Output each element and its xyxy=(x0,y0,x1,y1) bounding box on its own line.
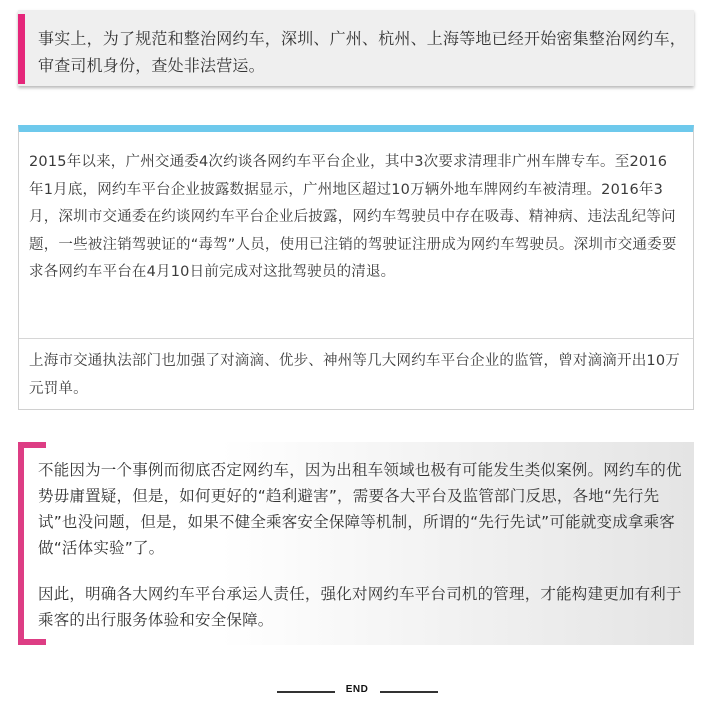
corner-accent-vertical xyxy=(18,442,24,645)
end-line-left xyxy=(277,691,335,693)
info-box xyxy=(18,125,694,410)
info-paragraph-shanghai: 上海市交通执法部门也加强了对滴滴、优步、神州等几大网约车平台企业的监管，曾对滴滴开出10万元罚单。 xyxy=(29,353,680,397)
highlight-block xyxy=(18,10,694,86)
end-label: END xyxy=(345,684,369,695)
opinion-block xyxy=(18,442,694,645)
conclusion-paragraph: 因此，明确各大网约车平台承运人责任，强化对网约车平台司机的管理，才能构建更加有利于乘客的出行服务体验和安全保障。 xyxy=(38,585,682,629)
end-line-right xyxy=(380,691,438,693)
info-paragraph-guangzhou-shenzhen: 2015年以来，广州交通委4次约谈各网约车平台企业，其中3次要求清理非广州车牌专车。至2016年1月底，网约车平台企业披露数据显示，广州地区超过10万辆外地车牌网约车被清理。2016年3月，深圳市交通委在约谈网约车平台企业后披露，网约车驾驶员中存在吸毒、精神病、违法乱纪等问题，一些被注销驾驶证的“毒驾”人员，使用已注销的驾驶证注册成为网约车驾驶员。深圳市交通委要求各网约车平台在4月10日前完成对这批驾驶员的清退。 xyxy=(29,154,677,280)
corner-accent-bottom xyxy=(18,639,46,645)
highlight-text: 事实上，为了规范和整治网约车，深圳、广州、杭州、上海等地已经开始密集整治网约车，审查司机身份，查处非法营运。 xyxy=(38,29,687,75)
accent-bar xyxy=(18,14,25,84)
corner-accent-top xyxy=(18,442,46,448)
opinion-paragraph: 不能因为一个事例而彻底否定网约车，因为出租车领域也极有可能发生类似案例。网约车的优势毋庸置疑，但是，如何更好的“趋利避害”，需要各大平台及监管部门反思，各地“先行先试”也没问题，但是，如果不健全乘客安全保障等机制，所谓的“先行先试”可能就变成拿乘客做“活体实验”了。 xyxy=(38,461,682,557)
divider xyxy=(19,338,693,339)
end-marker xyxy=(0,682,710,702)
